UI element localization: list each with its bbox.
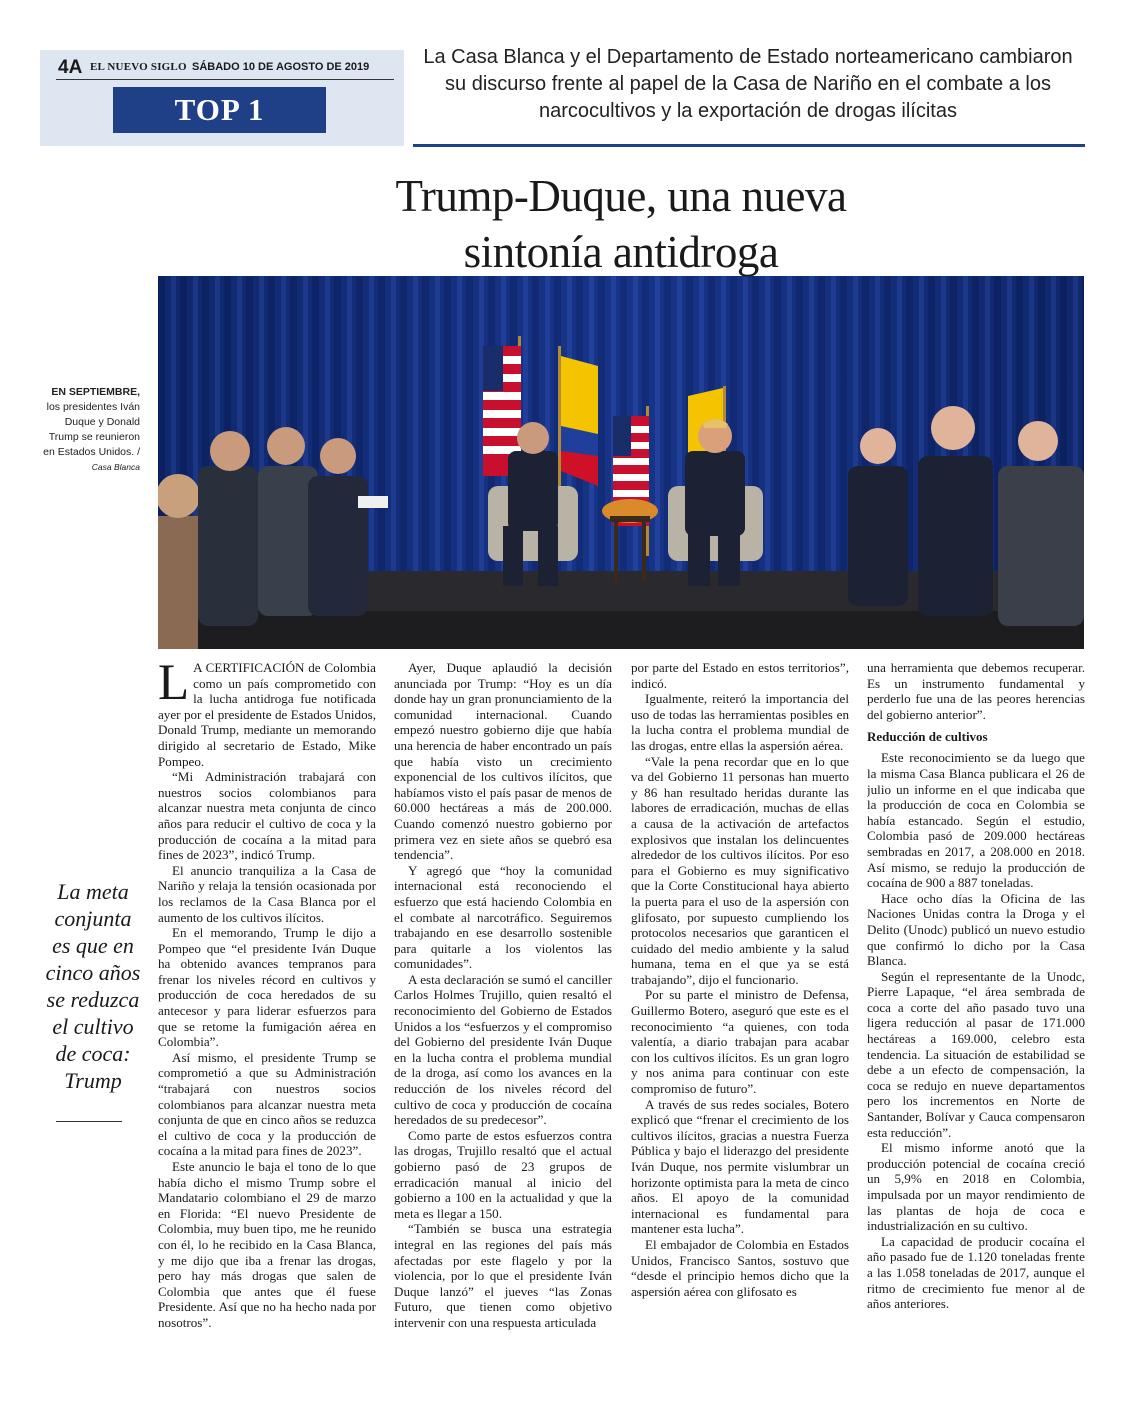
pull-quote: La meta conjunta es que en cinco años se reduzca el cultivo de coca: Trump bbox=[45, 879, 141, 1093]
paragraph: La capacidad de producir cocaína el año pasado fue de 1.120 toneladas frente a las 1.058 toneladas de 2017, aunque el ritmo de crecimiento fue menor al de años anteriores. bbox=[867, 1233, 1085, 1312]
article-column-2 bbox=[394, 660, 612, 1390]
paragraph: una herramienta que debemos recuperar. Es un instrumento fundamental y perderlo fue una de las peores herencias del gobierno anterior”. bbox=[867, 660, 1085, 722]
dropcap: L bbox=[158, 660, 190, 711]
caption-text: los presidentes Iván Duque y Donald Trump se reunieron en Estados Unidos. / bbox=[43, 401, 140, 458]
paragraph: “Mi Administración trabajará con nuestros socios colombianos para alcanzar nuestra meta conjunta de cinco años para reducir el cultivo de coca y la producción de cocaína a la mitad para fines de 2023”, indicó Trump. bbox=[158, 769, 376, 863]
paragraph: Así mismo, el presidente Trump se comprometió a que su Administración “trabajará con nuestros socios colombianos para alcanzar nuestra meta conjunta de que en cinco años se reduzca el cultivo de coca y la producción de cocaína a la mitad para fines de 2023”. bbox=[158, 1049, 376, 1159]
lead-text: A CERTIFICACIÓN de Colombia como un país comprometido con la lucha antidroga fue notificada ayer por el presidente de Estados Unidos, Donald Trump, mediante un memorando dirigido al secretario de Estado, Mike Pompeo. bbox=[158, 660, 376, 769]
paragraph: por parte del Estado en estos territorios”, indicó. bbox=[631, 660, 849, 691]
paragraph: Ayer, Duque aplaudió la decisión anunciada por Trump: “Hoy es un día donde hay un gran pronunciamiento de la comunidad internacional. Cuando empezó nuestro gobierno dije que había una herencia de haber encontrado un país que había visto un crecimiento exponencial de los cultivos ilícitos, que habíamos visto el país pasar de menos de 60.000 hectáreas a más de 200.000. Cuando comenzó nuestro gobierno por primera vez en siete años se quebró esa tendencia”. bbox=[394, 660, 612, 863]
paragraph: Según el representante de la Unodc, Pierre Lapaque, “el área sembrada de coca a corte del año pasado tuvo una ligera reducción al pasar de 171.000 hectáreas a 169.000, celebro esta tendencia. La situación de estabilidad se debe a un efecto de compensación, la coca se redujo en nueve departamentos pero los incrementos en Norte de Santander, Bolívar y Cauca compensaron esta reducción”. bbox=[867, 968, 1085, 1140]
paper-name: EL NUEVO SIGLO bbox=[90, 61, 187, 73]
caption-lead: EN SEPTIEMBRE, bbox=[51, 386, 140, 398]
paragraph: Y agregó que “hoy la comunidad internacional está reconociendo el esfuerzo que está haciendo Colombia en el combate al narcotráfico. Seguiremos trabajando en ese desarrollo sostenible para quitarle a los violentos las comunidades”. bbox=[394, 862, 612, 972]
paragraph: Por su parte el ministro de Defensa, Guillermo Botero, aseguró que este es el reconocimiento “a quienes, con toda valentía, a diario trabajan para acabar con los cultivos ilícitos. Es un gran logro y nos anima para continuar con este compromiso de futuro”. bbox=[631, 987, 849, 1097]
paragraph: El embajador de Colombia en Estados Unidos, Francisco Santos, sostuvo que “desde el principio hemos dicho que la aspersión aérea con glifosato es bbox=[631, 1236, 849, 1299]
paragraph: Como parte de estos esfuerzos contra las drogas, Trujillo resaltó que el actual gobierno pasó de 23 grupos de erradicación manual al inicio del gobierno a 100 en la actualidad y que la meta es llegar a 150. bbox=[394, 1127, 612, 1221]
headline bbox=[158, 168, 1084, 280]
paragraph: Igualmente, reiteró la importancia del uso de todas las herramientas posibles en la lucha contra el problema mundial de las drogas, entre ellas la aspersión aérea. bbox=[631, 691, 849, 753]
paragraph: A través de sus redes sociales, Botero explicó que “frenar el crecimiento de los cultivos ilícitos, gracias a nuestra Fuerza Pública y bajo el liderazgo del presidente Iván Duque, nos permite vislumbrar un horizonte optimista para la meta de cinco años. El apoyo de la comunidad internacional es fundamental para mantener esta lucha”. bbox=[631, 1096, 849, 1237]
paragraph: El mismo informe anotó que la producción potencial de cocaína creció un 5,9% en 2018 en Colombia, impulsada por un mayor rendimiento de las plantas de hoja de coca e industrialización en su cultivo. bbox=[867, 1140, 1085, 1234]
paragraph: Hace ocho días la Oficina de las Naciones Unidas contra la Droga y el Delito (Unodc) publicó un nuevo estudio que confirmó lo dicho por la Casa Blanca. bbox=[867, 890, 1085, 969]
article-deck: La Casa Blanca y el Departamento de Estado norteamericano cambiaron su discurso frente al papel de la Casa de Nariño en el combate a los narcocultivos y la exportación de drogas ilícitas bbox=[423, 46, 1073, 122]
lead-paragraph bbox=[158, 660, 376, 769]
subhead: Reducción de cultivos bbox=[867, 729, 988, 745]
headline-line-1: Trump-Duque, una nueva bbox=[395, 171, 847, 221]
photo-caption bbox=[40, 385, 140, 475]
paragraph: Este anuncio le baja el tono de lo que había dicho el mismo Trump sobre el Mandatario colombiano el 29 de marzo en Florida: “El nuevo Presidente de Colombia, muy buen tipo, me he reunido con él, lo he recibido en la Casa Blanca, y me dijo que iba a frenar las drogas, pero hay más drogas que salen de Colombia que antes que él fuese Presidente. Así que no ha hecho nada por nosotros”. bbox=[158, 1159, 376, 1330]
paragraph: “También se busca una estrategia integral en las regiones del país más afectadas por este flagelo y por la violencia, por lo que el presidente Iván Duque lanzó” el jueves “las Zonas Futuro, que tienen como objetivo intervenir con una respuesta articulada bbox=[394, 1221, 612, 1330]
paragraph: El anuncio tranquiliza a la Casa de Nariño y relaja la tensión ocasionada por los reclamos de la Casa Blanca por el aumento de los cultivos ilícitos. bbox=[158, 862, 376, 925]
masthead-divider bbox=[56, 79, 394, 80]
page-number: 4A bbox=[58, 57, 83, 78]
paragraph: A esta declaración se sumó el canciller Carlos Holmes Trujillo, quien resaltó el reconocimiento del Gobierno de Estados Unidos a los “esfuerzos y el compromiso del Gobierno del presidente Iván Duque en la lucha contra el problema mundial de la droga, así como los avances en la reducción de los niveles récord del cultivo de coca y producción de cocaína heredados de su predecesor”. bbox=[394, 971, 612, 1128]
paragraph: “Vale la pena recordar que en lo que va del Gobierno 11 personas han muerto y 86 han resultado heridas durante las labores de erradicación, muchas de ellas a causa de la activación de artefactos explosivos que instalan los delincuentes alrededor de los cultivos ilícitos. Por eso para el Gobierno es muy significativo que la Corte Constitucional haya abierto la puerta para el uso de la aspersión con glifosato, por supuesto cumpliendo los protocolos necesarios que garanticen el cuidado del medio ambiente y la salud humana, tema en el que ya se está trabajando”, dijo el funcionario. bbox=[631, 753, 849, 987]
headline-line-2: sintonía antidroga bbox=[463, 227, 779, 277]
article-column-3 bbox=[631, 660, 849, 1390]
paragraph: En el memorando, Trump le dijo a Pompeo que “el presidente Iván Duque ha obtenido avances tempranos para frenar los niveles récord en cultivos y producción de coca heredados de su antecesor y para liderar esfuerzos para que se retome la fumigación aérea en Colombia”. bbox=[158, 925, 376, 1050]
section-tag: TOP 1 bbox=[113, 87, 326, 133]
article-column-1 bbox=[158, 660, 376, 1390]
article-column-4 bbox=[867, 660, 1085, 1390]
pull-quote-rule bbox=[56, 1121, 122, 1122]
paragraph: Este reconocimiento se da luego que la misma Casa Blanca publicara el 26 de julio un informe en el que indicaba que la producción de coca en Colombia se había estancado. Según el estudio, Colombia pasó de 209.000 hectáreas sembradas en 2017, a 208.000 en 2018. Así mismo, se redujo la producción de cocaína de 900 a 887 toneladas. bbox=[867, 750, 1085, 891]
deck-divider bbox=[413, 144, 1085, 147]
issue-date: SÁBADO 10 DE AGOSTO DE 2019 bbox=[192, 61, 370, 73]
photo-credit: Casa Blanca bbox=[91, 462, 140, 472]
